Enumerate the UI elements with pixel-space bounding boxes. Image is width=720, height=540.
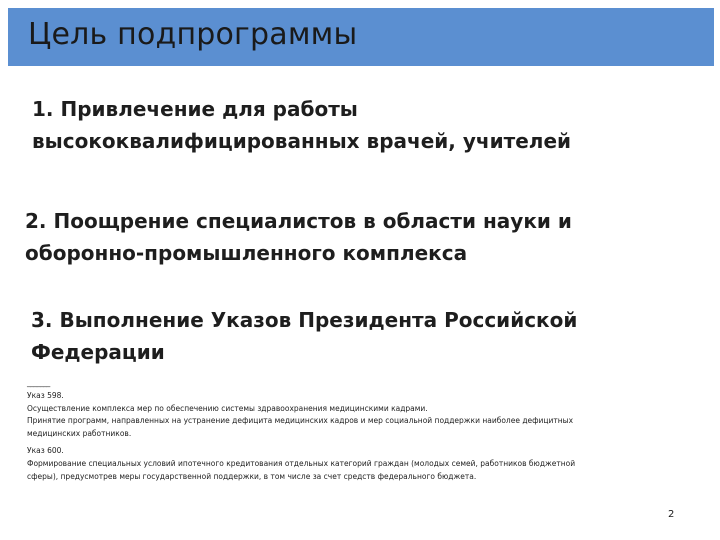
- goal-item-1-line2: высококвалифицированных врачей, учителей: [32, 129, 572, 153]
- decree-598-line-2: Принятие программ, направленных на устранение дефицита медицинских кадров и мер социальной поддержки наиболее дефицитных: [27, 416, 574, 426]
- decree-600-line-2: сферы), предусмотрев меры государственной поддержки, в том числе за счет средств федерального бюджета.: [27, 471, 477, 481]
- goal-item-2: [25, 205, 695, 269]
- decree-600-line-1: Формирование специальных условий ипотечного кредитования отдельных категорий граждан (молодых семей, работников бюджетной: [27, 458, 576, 468]
- slide-title: Цель подпрограммы: [28, 17, 358, 52]
- goal-item-2-line1: 2. Поощрение специалистов в области науки и: [25, 209, 572, 233]
- decree-598-line-3: медицинских работников.: [27, 429, 132, 439]
- decree-600-title: Указ 600.: [27, 445, 64, 455]
- goal-item-3: [31, 304, 701, 368]
- decree-598-title: Указ 598.: [27, 390, 64, 400]
- goal-item-2-line2: оборонно-промышленного комплекса: [25, 241, 468, 265]
- goal-item-1-line1: 1. Привлечение для работы: [32, 97, 358, 121]
- page-number: 2: [668, 509, 675, 520]
- goal-item-3-line1: 3. Выполнение Указов Президента Российской: [31, 308, 578, 332]
- goal-item-1: [32, 93, 692, 157]
- decree-598-line-1: Осуществление комплекса мер по обеспечению системы здравоохранения медицинскими кадрами.: [27, 403, 428, 413]
- footnotes: [27, 377, 687, 483]
- footnote-rule: _______: [27, 378, 50, 387]
- goal-item-3-line2: Федерации: [31, 340, 165, 364]
